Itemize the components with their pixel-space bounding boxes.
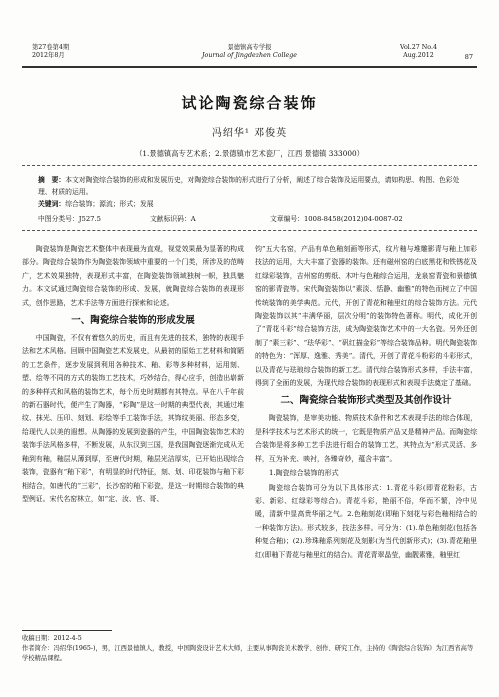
right-column: [255, 243, 477, 562]
section-heading-2: 二、陶瓷综合装饰形式类型及其创作设计: [280, 395, 452, 407]
abstract-bottom-rule: [22, 230, 477, 231]
abstract: [38, 174, 469, 198]
abstract-block: [38, 174, 469, 210]
subsection-1-paragraph: 陶瓷综合装饰可分为以下具体形式：1.青花斗彩(即青花粉彩，古彩、新彩、红绿彩等综合)。青花斗彩，艳丽不俗，华而不繁，冷中见暖，清新中显高贵华丽之气。2.色釉刻花(即釉下刻花与彩色釉相结合的一种装饰方法)。形式较多，技法多样。可分为：(1).单色釉刻花(包括各种复合釉)；(2).珍珠釉系列刻花及刻影(为当代创新形式)；(3).青花釉里红(即釉下青花与釉里红的结合)。青花青翠晶莹，幽靓素雅，釉里红: [255, 483, 477, 559]
keywords-label: 关键词：: [38, 200, 66, 208]
abstract-text: 本文对陶瓷综合装饰的形成和发展历史，对陶瓷综合装饰的形式进行了分析，阐述了综合装饰及运用要点，请如构思、构图、色彩处理、材质的运用。: [38, 176, 460, 196]
author-affiliation: （1.景德镇高专艺术系；2.景德镇市艺术瓷厂，江西 景德镇 333000）: [135, 149, 364, 158]
footnote: [22, 634, 477, 664]
intro-paragraph: 陶瓷装饰是陶瓷艺术整体中表现最为直观，视觉效果最为显著的构成部分。陶瓷综合装饰作为陶瓷装饰领域中重要的一个门类，所涉及的范畴广，艺术效果独特，表现形式丰富，在陶瓷装饰领域独树一帜，独具魅力。本文试通过陶瓷综合装饰的形成、发展，就陶瓷综合装饰的表现形式，创作思路，艺术手法等方面进行探索和论述。: [22, 245, 244, 307]
footnote-rule: [22, 630, 112, 631]
section-1-continued: 钧”五大名窑，产品有单色釉刻画等形式，纹片釉与堆雕影青与釉上加彩技法的运用，大大丰富了瓷器的装饰。还有磁州窑的白底黑花和铁锈花及红绿彩装饰，吉州窑的剪纸、木叶与色釉综合运用，龙泉窑青瓷和景德镇窑的影青瓷等。宋代陶瓷装饰以“素淡、恬静、幽雅”的特色而树立了中国传统装饰的美学典范。元代，开创了青花和釉里红的综合装饰方法。元代陶瓷装饰以其“丰满华丽，层次分明”的装饰特色著称。明代，成化开创了“青花斗彩”综合装饰方法，成为陶瓷装饰艺术中的一大名瓷。另外还创制了“素三彩”、“珐华彩”、“矾红描金彩”等综合装饰品种。明代陶瓷装饰的特色为：“浑厚、逸雅、秀美”。清代，开创了青花斗粉彩的斗彩形式，以及青花与珐琅综合装饰的新工艺。清代综合装饰形式多样，手法丰富，得到了全面的发展，为现代综合装饰的表现形式和表现手法奠定了基础。: [255, 245, 477, 388]
header-rule: [22, 67, 477, 68]
running-header: [22, 44, 477, 67]
section-2-paragraph: 陶瓷装饰，是审美功能、物质技术条件和艺术表现手法的综合体现，是科学技术与艺术形式的统一，它既是物质产品又是精神产品。而陶瓷综合装饰是将多种工艺手法进行组合的装饰工艺，其特点为“形式灵活、多样，互为补充、映衬，各臻奇妙，蕴含丰富”。: [255, 414, 477, 463]
header-date-en: Aug.2012: [403, 52, 434, 59]
header-vol-en: Vol.27 No.4: [400, 44, 437, 51]
left-column: [22, 243, 244, 506]
article-title: 试论陶瓷综合装饰: [181, 94, 318, 112]
clc-number: 中图分类号：J527.5: [38, 215, 101, 223]
abstract-label: 摘 要：: [38, 176, 66, 184]
document-code: 文献标识码：A: [150, 215, 196, 223]
section-1-paragraph: 中国陶瓷，不仅有着悠久的历史，而且有先进的技术，独特的表现手法和艺术风格。回顾中国陶瓷艺术发展史，从最初的原始工艺材料和简陋的工艺条件，逐步发展到利用各种技术、釉、彩等多种材料，运用刻、塑、绘等不同的方式的装饰工艺技术，巧妙结合，得心应手，创造出崭新的多种样式和风格的装饰艺术，每个历史时期都有其特点。早在八千年前的新石器时代，便产生了陶器，“彩陶”是这一时期的典型代表，其通过堆纹、抹光、压印、刻划、彩绘等手工装饰手法，其饰纹美丽、形态多变，给现代人以美的遐想。从陶器的发展到瓷器的产生，中国陶瓷装饰艺术的装饰手法风格多样，不断发展，从东汉到三国，是我国陶瓷逐渐完成从无釉到有釉，釉层从薄到厚，至唐代时期，釉层光洁厚实，已开始出现综合装饰，瓷器有“釉下彩”，有明显的时代特征，刻、划、印花装饰与釉下彩相结合，如唐代的“三彩”，长沙窑的釉下彩瓷，是这一时期综合装饰的典型例证。宋代名窑林立，如“定、汝、官、哥、: [22, 334, 244, 503]
header-journal-cn: 景德镇高专学报: [227, 44, 272, 51]
received-date: 收稿日期：2012-4-5: [22, 635, 82, 642]
abstract-top-rule: [22, 165, 477, 166]
header-right: [400, 44, 437, 60]
article-number: 文章编号：1008-8458(2012)04-0087-02: [270, 215, 403, 223]
section-heading-1: 一、陶瓷综合装饰的形成发展: [71, 315, 195, 327]
page-number: 87: [464, 53, 473, 61]
author-bio: 作者简介：冯绍华(1965-)，男，江西景德镇人，教授，中国陶瓷设计艺术大师，主要从事陶瓷美术教学、创作、研究工作，主持的《陶瓷综合装饰》为江西省高等学校精品课程。: [22, 645, 474, 662]
header-volume: 第27卷第4期: [32, 44, 70, 51]
header-journal-en: Journal of Jingdezhen College: [202, 52, 297, 59]
header-date: 2012年8月: [32, 52, 65, 59]
subsection-heading-1: 1.陶瓷综合装饰的形式: [269, 469, 339, 478]
keywords-text: 综合装饰；源流；形式；发展: [65, 200, 154, 208]
article-authors: 冯绍华¹ 邓俊英: [211, 128, 288, 139]
keywords: [38, 198, 469, 210]
